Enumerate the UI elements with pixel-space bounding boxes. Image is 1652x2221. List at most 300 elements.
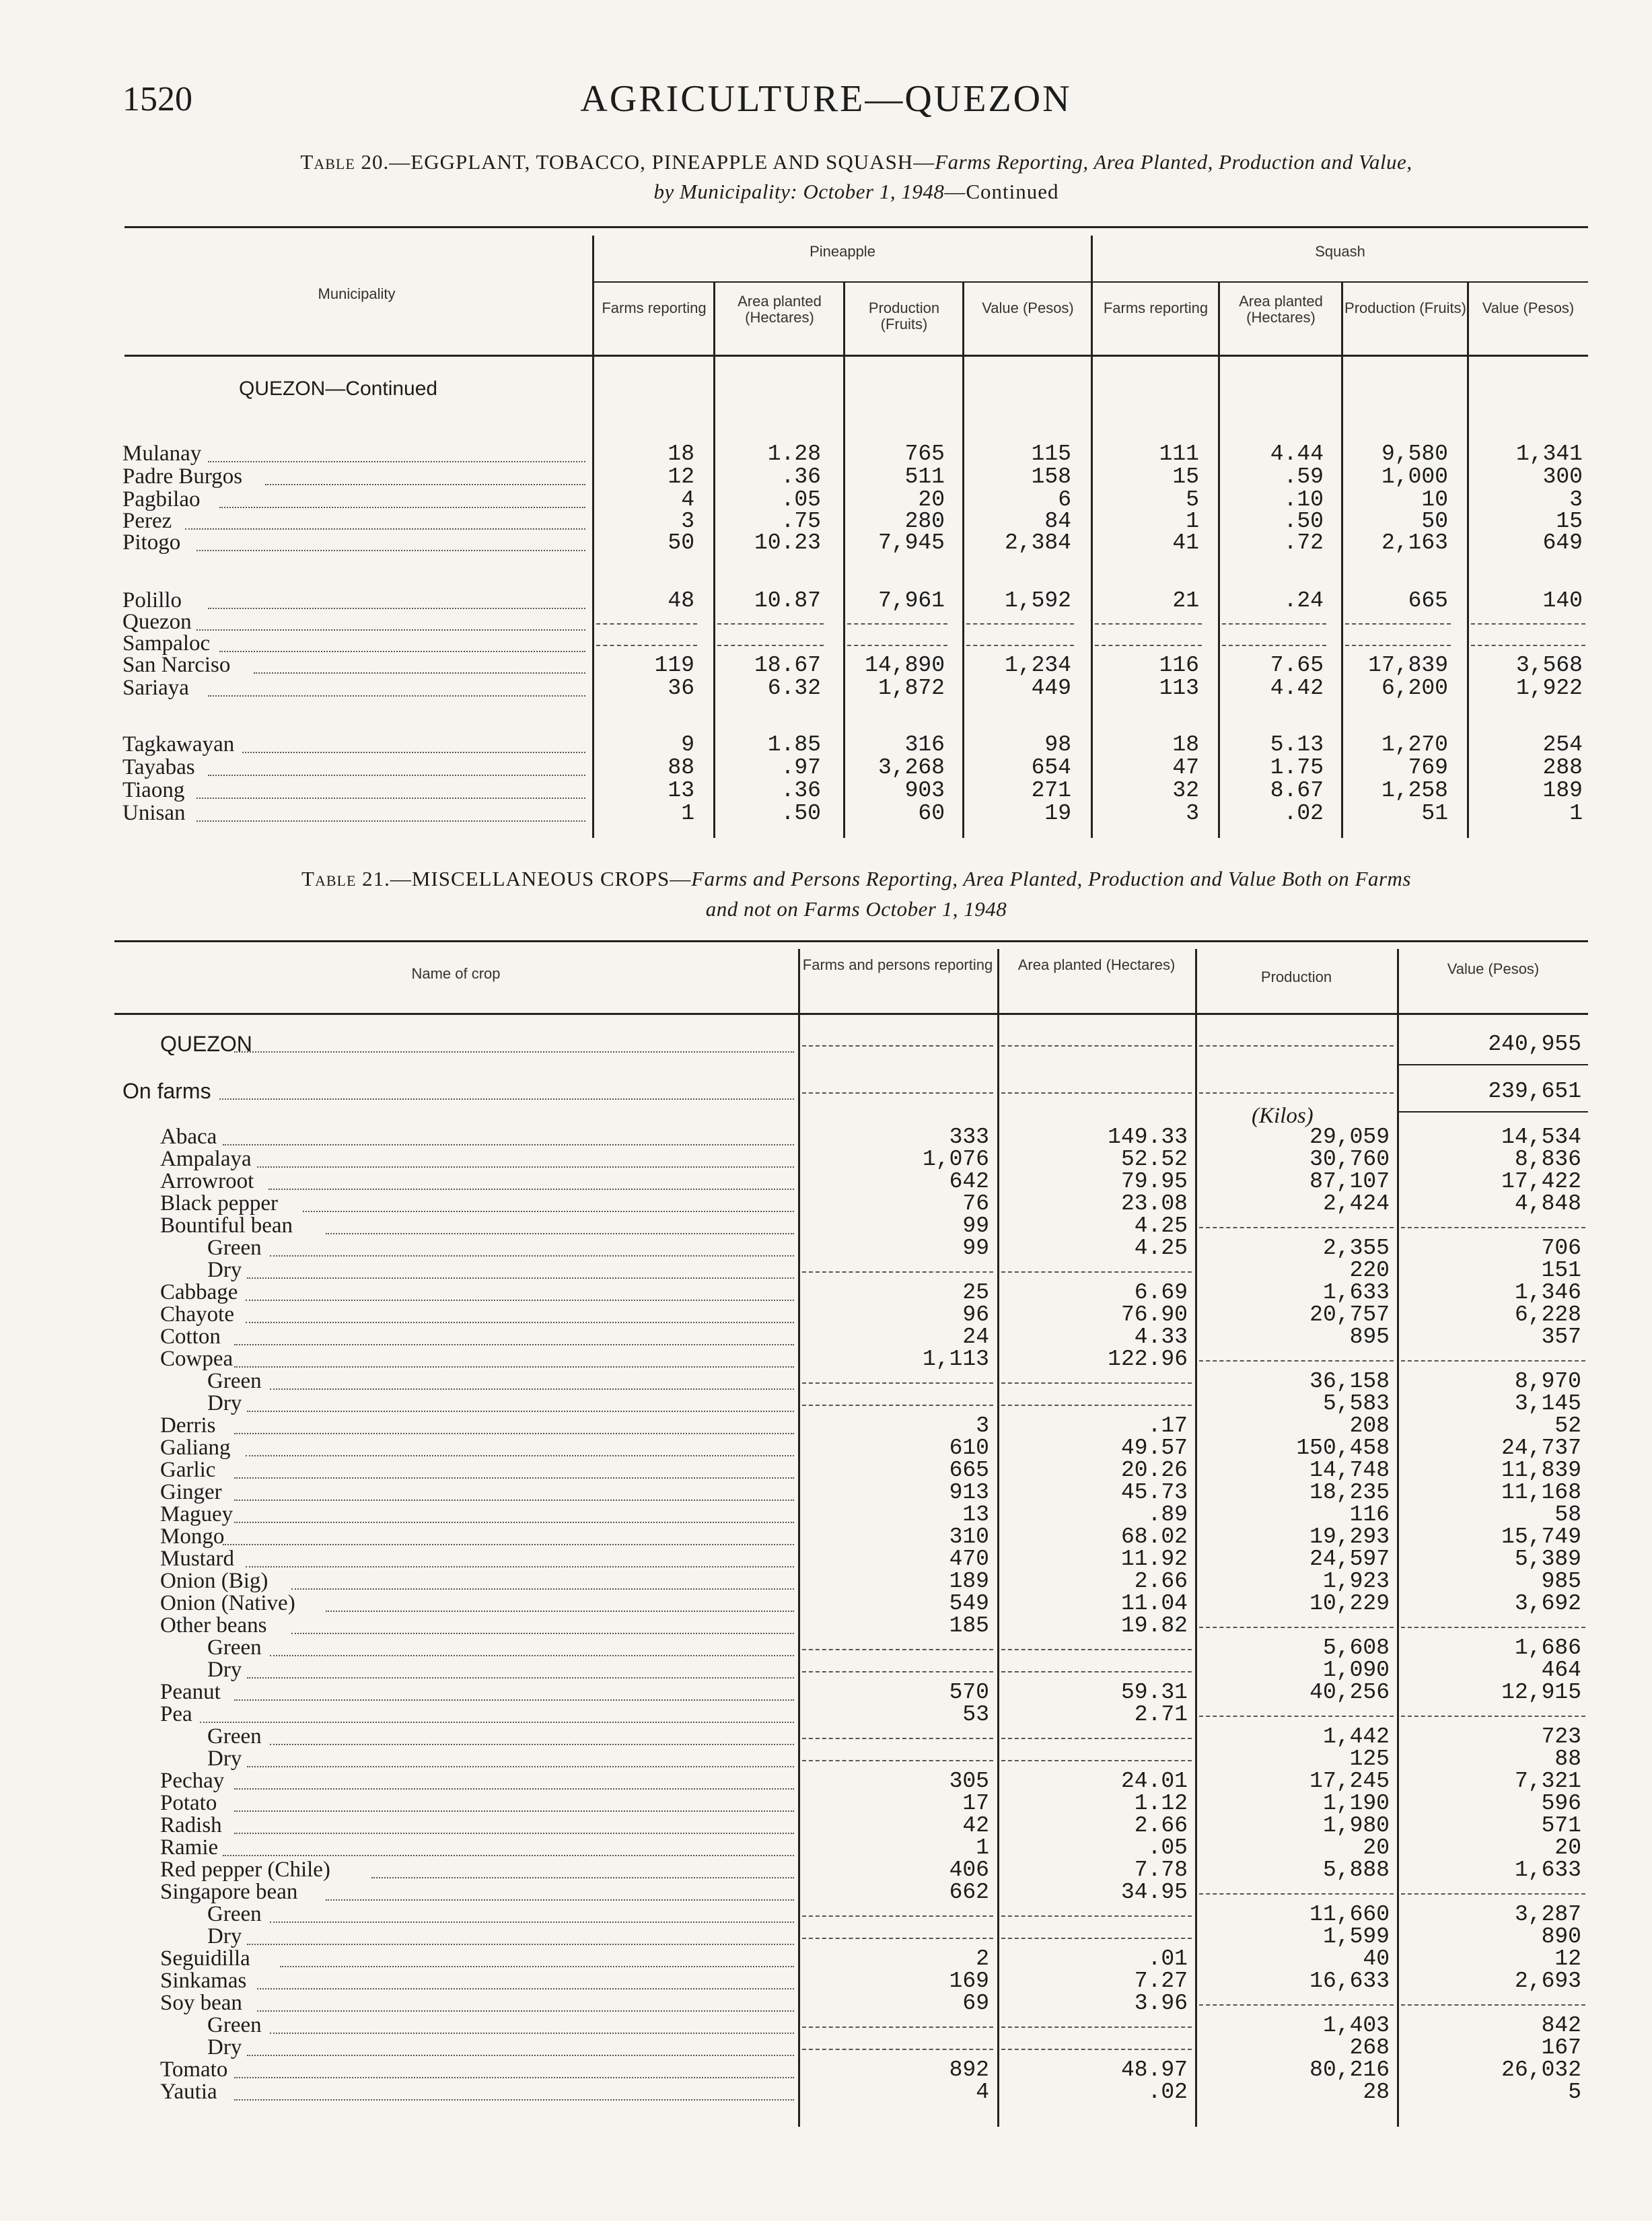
table20-municipality-name: Pitogo (122, 532, 181, 554)
table20-subtitle-line2: by Municipality: October 1, 1948 (653, 180, 945, 203)
table21-crop-name: Other beans (160, 1615, 267, 1637)
table20-empty-cell-dash (596, 645, 697, 646)
table21-cell-value: 240,955 (1488, 1032, 1581, 1057)
table21-cell-area: 49.57 (1120, 1436, 1188, 1460)
table21-cell-value: 239,651 (1488, 1079, 1581, 1104)
table21-cell-prod: 40,256 (1309, 1680, 1390, 1705)
table21-subtitle-line2: and not on Farms October 1, 1948 (705, 897, 1007, 921)
table21-leader-dots (303, 1189, 794, 1212)
table20-header-rule (124, 355, 1588, 357)
table20-cell-value: 769 (1408, 755, 1448, 780)
table21-leader-dots (234, 1500, 794, 1523)
table21-cell-area: .02 (1147, 2080, 1188, 2105)
table21-cell-farms: 25 (962, 1280, 989, 1305)
table20-cell-value: 7,961 (877, 588, 945, 613)
table20-cell-value: 1,270 (1381, 732, 1448, 757)
table20-cell-value: 300 (1542, 464, 1583, 489)
table21-cell-farms: 913 (949, 1480, 989, 1505)
table20-municipality-name: Quezon (122, 611, 192, 633)
table21-cell-farms: 305 (949, 1769, 989, 1794)
table21-cell-area: 52.52 (1120, 1147, 1188, 1172)
table21-leader-dots (234, 1344, 794, 1368)
table21-cell-value: 58 (1554, 1502, 1581, 1527)
table20-cell-value: .05 (781, 487, 821, 512)
table21-cell-value: 8,836 (1514, 1147, 1581, 1172)
table20-cell-value: 18 (1172, 732, 1199, 757)
table21-leader-dots (326, 1211, 794, 1234)
table20-cell-value: 254 (1542, 732, 1583, 757)
table21-cell-prod: 30,760 (1309, 1147, 1390, 1172)
table20-municipality-name: Tagkawayan (122, 734, 235, 756)
table21-cell-area: 2.71 (1134, 1702, 1188, 1727)
table21-cell-prod: 1,633 (1322, 1280, 1390, 1305)
table21-crop-name: Red pepper (Chile) (160, 1859, 330, 1881)
table21-leader-dots (246, 1300, 794, 1323)
table21-crop-name: Radish (160, 1814, 222, 1837)
table20-cell-value: 2,163 (1381, 530, 1448, 555)
table21-cell-area: 6.69 (1134, 1280, 1188, 1305)
table21-cell-area: 149.33 (1108, 1125, 1188, 1150)
table20-cell-value: .75 (781, 509, 821, 534)
table21-crop-name: Peanut (160, 1681, 221, 1703)
table21-empty-cell-dash (802, 1760, 993, 1761)
table20-cell-value: 271 (1031, 778, 1071, 803)
table21-crop-name: Dry (207, 1259, 242, 1281)
table21-leader-dots (270, 1633, 794, 1656)
table21-empty-cell-dash (1199, 1627, 1394, 1628)
table20-cell-value: 36 (668, 676, 694, 701)
table21-caption-line1 (124, 863, 1588, 894)
table21-leader-dots (291, 1566, 794, 1590)
table21-leader-dots (247, 1744, 794, 1767)
table21-cell-farms: 549 (949, 1591, 989, 1616)
table21-col-header-value: Value (Pesos) (1447, 960, 1540, 977)
table20-municipality-name: Perez (122, 510, 172, 532)
table20-top-rule (124, 226, 1588, 228)
table21-cell-farms: 99 (962, 1213, 989, 1238)
table20-caption-line2 (124, 176, 1588, 207)
table21-cell-area: .17 (1147, 1413, 1188, 1438)
table21-crop-name: Garlic (160, 1459, 216, 1481)
table21-cell-area: 7.78 (1134, 1858, 1188, 1882)
table21-leader-dots (257, 1966, 794, 1989)
table20-cell-value: 51 (1421, 801, 1448, 826)
table21-leader-dots (247, 1922, 794, 1945)
table21-cell-prod: 14,748 (1309, 1458, 1390, 1483)
table21-cell-farms: 17 (962, 1791, 989, 1816)
table21-cell-prod: 20,757 (1309, 1302, 1390, 1327)
table21-cell-prod: 5,888 (1322, 1858, 1390, 1882)
table21-leader-dots (257, 1988, 794, 2012)
table21-crop-name: Onion (Native) (160, 1592, 295, 1615)
table20-col-header-area-pineapple: Area planted (Hectares) (738, 293, 822, 326)
table21-cell-value: 12 (1554, 1946, 1581, 1971)
table20-squash-header: Squash (1315, 243, 1365, 260)
table20-cell-value: 50 (1421, 509, 1448, 534)
table20-empty-cell-dash (596, 623, 697, 625)
table21-cell-area: .05 (1147, 1835, 1188, 1860)
table21-leader-dots (247, 2033, 794, 2056)
table21-cell-value: 2,693 (1514, 1969, 1581, 1994)
table21-crop-name: Dry (207, 1392, 242, 1415)
table21-cell-value: 1,686 (1514, 1635, 1581, 1660)
table21-cell-area: 59.31 (1120, 1680, 1188, 1705)
table20-cell-value: 649 (1542, 530, 1583, 555)
table20-municipality-name: Sampaloc (122, 633, 211, 655)
table21-cell-value: 12,915 (1501, 1680, 1581, 1705)
table20-empty-cell-dash (1345, 645, 1451, 646)
table20-leader-dots (196, 607, 585, 631)
table20-cell-value: 7,945 (877, 530, 945, 555)
table21-leader-dots (234, 1788, 794, 1812)
table21-cell-prod: 17,245 (1309, 1769, 1390, 1794)
table21-crop-name: Dry (207, 1926, 242, 1948)
table21-empty-cell-dash (1001, 1045, 1192, 1047)
table20-cell-value: .50 (781, 801, 821, 826)
table20-cell-value: 189 (1542, 778, 1583, 803)
table21-empty-cell-dash (1401, 1627, 1585, 1628)
table20-cell-value: 1,258 (1381, 778, 1448, 803)
table21-leader-dots (223, 1122, 794, 1145)
table21-empty-cell-dash (802, 1649, 993, 1650)
table21-crop-name: Ginger (160, 1481, 222, 1504)
table21-leader-dots (268, 1166, 794, 1190)
table21-crop-name: Green (207, 1903, 262, 1926)
table20-cell-value: 88 (668, 755, 694, 780)
table21-total-underline (1398, 1111, 1588, 1113)
table21-leader-dots (234, 1411, 794, 1434)
table21-crop-name: Abaca (160, 1126, 217, 1148)
table21-col-header-production: Production (1260, 968, 1332, 985)
table20-cell-value: 47 (1172, 755, 1199, 780)
table21-cell-value: 11,839 (1501, 1458, 1581, 1483)
table21-crop-name: Chayote (160, 1304, 234, 1326)
table21-cell-area: 45.73 (1120, 1480, 1188, 1505)
table20-empty-cell-dash (717, 623, 824, 625)
table20-cell-value: 5.13 (1270, 732, 1324, 757)
table21-leader-dots (257, 1144, 794, 1168)
table20-cell-value: 1.28 (767, 442, 821, 466)
table21-empty-cell-dash (1199, 1360, 1394, 1362)
table21-cell-value: 890 (1541, 1924, 1581, 1949)
table21-cell-value: 5,389 (1514, 1547, 1581, 1572)
table21-cell-value: 985 (1541, 1569, 1581, 1594)
table21-cell-prod: 1,090 (1322, 1658, 1390, 1683)
table20-empty-cell-dash (1222, 645, 1326, 646)
table21-crop-name: On farms (122, 1080, 211, 1102)
table21-cell-value: 151 (1541, 1258, 1581, 1283)
table20-cell-value: 3,568 (1515, 653, 1583, 678)
table21-cell-value: 3,692 (1514, 1591, 1581, 1616)
table21-cell-farms: 185 (949, 1613, 989, 1638)
table21-crop-name: Bountiful bean (160, 1215, 293, 1237)
table20-municipality-name: Mulanay (122, 443, 202, 465)
table20-cell-value: 765 (904, 442, 945, 466)
table20-cell-value: 115 (1031, 442, 1071, 466)
table21-cell-area: 24.01 (1120, 1769, 1188, 1794)
table20-cell-value: 19 (1044, 801, 1071, 826)
table21-cell-value: 596 (1541, 1791, 1581, 1816)
table21-cell-value: 17,422 (1501, 1169, 1581, 1194)
table20-municipality-name: San Narciso (122, 654, 231, 676)
table21-crop-name: Green (207, 1237, 262, 1259)
table20-label: Table 20. (300, 150, 390, 174)
table21-crop-name: Tomato (160, 2059, 228, 2081)
table20-municipality-name: Sariaya (122, 677, 189, 699)
table21-col-header-name: Name of crop (411, 965, 501, 982)
table21-empty-cell-dash (802, 2026, 993, 2028)
table21-cell-value: 6,228 (1514, 1302, 1581, 1327)
table21-cell-farms: 570 (949, 1680, 989, 1705)
table20-leader-dots (196, 528, 585, 551)
table21-cell-prod: 5,583 (1322, 1391, 1390, 1416)
table21-cell-prod: 116 (1349, 1502, 1390, 1527)
table21-production-unit: (Kilos) (1252, 1104, 1314, 1128)
table20-cell-value: 6 (1058, 487, 1071, 512)
table21-leader-dots (326, 1588, 794, 1612)
table20-cell-value: 1,341 (1515, 442, 1583, 466)
table21-cell-value: 723 (1541, 1724, 1581, 1749)
table21-leader-dots (234, 1477, 794, 1501)
table21-crop-name: Mongo (160, 1526, 225, 1548)
table21-leader-dots (270, 1233, 794, 1257)
table20-empty-cell-dash (717, 645, 824, 646)
table20-cell-value: 449 (1031, 676, 1071, 701)
table21-subtitle-line1: Farms and Persons Reporting, Area Planted, Production and Value Both on Farms (691, 867, 1411, 890)
table21-cell-area: 4.25 (1134, 1236, 1188, 1261)
table20-cell-value: 111 (1159, 442, 1199, 466)
table20-empty-cell-dash (1095, 645, 1202, 646)
table21-crop-name: Dry (207, 2037, 242, 2059)
table20-cell-value: 3 (1186, 801, 1199, 826)
table20-cell-value: 50 (668, 530, 694, 555)
table21-empty-cell-dash (802, 1915, 993, 1917)
table21-cell-value: 20 (1554, 1835, 1581, 1860)
table20-cell-value: 84 (1044, 509, 1071, 534)
table21-cell-prod: 1,599 (1322, 1924, 1390, 1949)
table21-cell-area: 1.12 (1134, 1791, 1188, 1816)
table20-cell-value: 9 (681, 732, 694, 757)
table21-crop-name: Green (207, 1726, 262, 1748)
table21-crop-name: Soy bean (160, 1992, 242, 2014)
table20-empty-cell-dash (847, 645, 947, 646)
table20-cell-value: 14,890 (865, 653, 945, 678)
table21-cell-value: 14,534 (1501, 1125, 1581, 1150)
table20-cell-value: .59 (1283, 464, 1324, 489)
table21-cell-prod: 20 (1363, 1835, 1390, 1860)
table21-empty-cell-dash (1001, 1915, 1192, 1917)
table20-cell-value: 10.87 (754, 588, 821, 613)
table21-cell-value: 3,145 (1514, 1391, 1581, 1416)
table21-cell-prod: 40 (1363, 1946, 1390, 1971)
table20-cell-value: 20 (918, 487, 945, 512)
page-number: 1520 (122, 80, 192, 118)
table21-cell-farms: 76 (962, 1191, 989, 1216)
table20-cell-value: 98 (1044, 732, 1071, 757)
table21-leader-dots (219, 1076, 794, 1100)
table21-cell-farms: 310 (949, 1524, 989, 1549)
table21-leader-dots (247, 1655, 794, 1679)
table20-cell-value: 21 (1172, 588, 1199, 613)
table21-cell-farms: 189 (949, 1569, 989, 1594)
table20-empty-cell-dash (1471, 623, 1585, 625)
table21-cell-farms: 406 (949, 1858, 989, 1882)
table21-crop-name: Pechay (160, 1770, 225, 1792)
table21-cell-prod: 5,608 (1322, 1635, 1390, 1660)
table20-municipality-name: Tiaong (122, 779, 185, 802)
table21-cell-prod: 2,355 (1322, 1236, 1390, 1261)
table21-leader-dots (280, 1944, 794, 1967)
table21-cell-area: 48.97 (1120, 2057, 1188, 2082)
table21-empty-cell-dash (802, 1382, 993, 1384)
table20-cell-value: 113 (1159, 676, 1199, 701)
table20-cell-value: .24 (1283, 588, 1324, 613)
table21-total-underline (1398, 1064, 1588, 1065)
table21-cell-area: 7.27 (1134, 1969, 1188, 1994)
table21-leader-dots (234, 1677, 794, 1701)
table21-empty-cell-dash (802, 1671, 993, 1672)
table20-col-header-area-squash: Area planted (Hectares) (1239, 293, 1323, 326)
table21-cell-farms: 610 (949, 1436, 989, 1460)
table21-cell-prod: 220 (1349, 1258, 1390, 1283)
table20-cell-value: 665 (1408, 588, 1448, 613)
table21-empty-cell-dash (1001, 1738, 1192, 1739)
table20-cell-value: 3,268 (877, 755, 945, 780)
table20-pineapple-header: Pineapple (810, 243, 875, 260)
table20-cell-value: 6,200 (1381, 676, 1448, 701)
table21-crop-name: Pea (160, 1703, 192, 1726)
table21-cell-area: 122.96 (1108, 1347, 1188, 1372)
table21-cell-farms: 1 (976, 1835, 989, 1860)
table21-empty-cell-dash (1001, 1649, 1192, 1650)
table21-crop-name: Cowpea (160, 1348, 234, 1370)
table20-leader-dots (208, 673, 585, 697)
table20-leader-dots (219, 485, 585, 508)
table21-cell-prod: 18,235 (1309, 1480, 1390, 1505)
table21-cell-prod: 16,633 (1309, 1969, 1390, 1994)
table20-cell-value: 1,592 (1004, 588, 1071, 613)
table21-cell-value: 5 (1568, 2080, 1581, 2105)
table21-crop-name: Galiang (160, 1437, 231, 1459)
table21-crop-name: Ampalaya (160, 1148, 252, 1170)
table21-title: —MISCELLANEOUS CROPS— (390, 867, 692, 890)
table21-cell-prod: 125 (1349, 1747, 1390, 1771)
table21-cell-area: 19.82 (1120, 1613, 1188, 1638)
table21-empty-cell-dash (1401, 1716, 1585, 1717)
table21-cell-value: 4,848 (1514, 1191, 1581, 1216)
table21-cell-prod: 28 (1363, 2080, 1390, 2105)
table21-cell-area: 20.26 (1120, 1458, 1188, 1483)
table21-cell-farms: 13 (962, 1502, 989, 1527)
table21-empty-cell-dash (802, 1738, 993, 1739)
table21-empty-cell-dash (1199, 1092, 1394, 1094)
table21-cell-prod: 24,597 (1309, 1547, 1390, 1572)
table20-cell-value: 9,580 (1381, 442, 1448, 466)
table21-label: Table 21. (301, 867, 390, 890)
table20-cell-value: 2,384 (1004, 530, 1071, 555)
table20-municipality-name: Polillo (122, 590, 182, 612)
table21-crop-name: Mustard (160, 1548, 234, 1570)
table20-cell-value: 18.67 (754, 653, 821, 678)
table20-cell-value: 15 (1172, 464, 1199, 489)
table21-crop-name: QUEZON (160, 1033, 252, 1055)
table20-cell-value: 10.23 (754, 530, 821, 555)
table21-cell-area: 4.25 (1134, 1213, 1188, 1238)
table20-section-label: QUEZON—Continued (239, 378, 438, 400)
table21-cell-value: 52 (1554, 1413, 1581, 1438)
table21-top-rule (114, 940, 1588, 942)
table20-leader-dots (219, 629, 585, 652)
table20-cell-value: 1 (1186, 509, 1199, 534)
table20-leader-dots (265, 462, 585, 485)
table20-leader-dots (196, 775, 585, 799)
table20-cell-value: 1 (681, 801, 694, 826)
table21-cell-value: 706 (1541, 1236, 1581, 1261)
table20-cell-value: 7.65 (1270, 653, 1324, 678)
table21-empty-cell-dash (1401, 1893, 1585, 1895)
table21-cell-prod: 895 (1349, 1325, 1390, 1349)
table21-leader-dots (291, 1611, 794, 1634)
table20-leader-dots (208, 439, 585, 462)
table20-cell-value: 3 (1569, 487, 1583, 512)
table20-empty-cell-dash (966, 645, 1074, 646)
table20-cell-value: 1 (1569, 801, 1583, 826)
table21-cell-value: 7,321 (1514, 1769, 1581, 1794)
table21-cell-farms: 470 (949, 1547, 989, 1572)
table20-cell-value: 8.67 (1270, 778, 1324, 803)
table21-cell-value: 88 (1554, 1747, 1581, 1771)
table20-title: —EGGPLANT, TOBACCO, PINEAPPLE AND SQUASH— (389, 150, 935, 174)
table20-cell-value: 4.42 (1270, 676, 1324, 701)
table21-cell-prod: 1,980 (1322, 1813, 1390, 1838)
table20-municipality-header: Municipality (318, 285, 396, 302)
table21-empty-cell-dash (1001, 1271, 1192, 1273)
table20-empty-cell-dash (1095, 623, 1202, 625)
table21-empty-cell-dash (802, 1092, 993, 1094)
table20-caption-line1 (124, 147, 1588, 178)
table21-cell-prod: 150,458 (1296, 1436, 1390, 1460)
table21-crop-name: Yautia (160, 2081, 217, 2103)
table21-cell-farms: 4 (976, 2080, 989, 2105)
table21-crop-name: Cabbage (160, 1281, 238, 1304)
table21-empty-cell-dash (1199, 1893, 1394, 1895)
table20-empty-cell-dash (1345, 623, 1451, 625)
table21-cell-farms: 69 (962, 1991, 989, 2016)
table21-crop-name: Seguidilla (160, 1948, 250, 1970)
table21-cell-value: 167 (1541, 2035, 1581, 2060)
table21-cell-value: 464 (1541, 1658, 1581, 1683)
table20-empty-cell-dash (966, 623, 1074, 625)
table21-empty-cell-dash (1401, 1360, 1585, 1362)
table21-cell-farms: 662 (949, 1880, 989, 1905)
table21-leader-dots (247, 1388, 794, 1412)
table20-cell-value: 17,839 (1368, 653, 1448, 678)
table20-cell-value: 41 (1172, 530, 1199, 555)
table21-crop-name: Dry (207, 1659, 242, 1681)
table21-leader-dots (246, 1544, 794, 1567)
table21-crop-name: Singapore bean (160, 1881, 298, 1903)
table21-leader-dots (234, 1029, 794, 1053)
table21-crop-name: Green (207, 1370, 262, 1392)
table20-empty-cell-dash (847, 623, 947, 625)
table20-cell-value: 1,922 (1515, 676, 1583, 701)
table20-cell-value: .36 (781, 464, 821, 489)
table21-cell-farms: 24 (962, 1325, 989, 1349)
table21-empty-cell-dash (1001, 1382, 1192, 1384)
table21-cell-prod: 80,216 (1309, 2057, 1390, 2082)
table20-cell-value: 10 (1421, 487, 1448, 512)
table21-cell-area: 11.04 (1120, 1591, 1188, 1616)
